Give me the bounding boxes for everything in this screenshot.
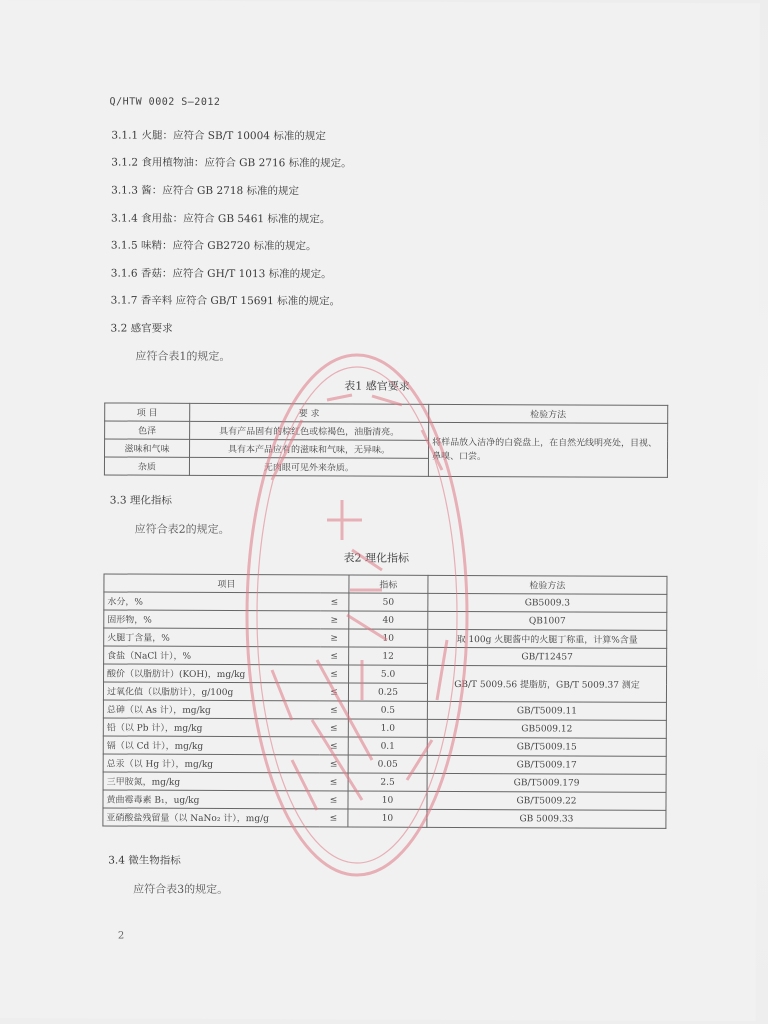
section-3-2-text: 应符合表1的规定。 xyxy=(135,349,231,364)
table-row xyxy=(103,808,666,828)
table-cell-item: 水分，% xyxy=(104,592,321,611)
table-cell-method: GB/T5009.15 xyxy=(427,737,666,756)
table-cell-item: 黄曲霉毒素 B₁，ug/kg xyxy=(103,790,320,809)
table-cell: 杂质 xyxy=(104,457,189,475)
table-cell-item: 铅（以 Pb 计），mg/kg xyxy=(103,718,320,737)
table-header-cell: 指标 xyxy=(349,575,428,593)
table-cell-value: 50 xyxy=(349,593,428,611)
table-cell-item: 酸价（以脂肪计）(KOH)，mg/kg xyxy=(104,664,321,683)
section-3-4-heading: 3.4 微生物指标 xyxy=(108,854,181,867)
table-cell-value: 10 xyxy=(348,791,427,809)
table-cell-operator: ≤ xyxy=(320,593,349,611)
req-3-1-1: 3.1.1 火腿：应符合 SB/T 10004 标准的规定 xyxy=(111,129,326,143)
table-cell-item: 过氧化值（以脂肪计），g/100g xyxy=(103,682,320,701)
table-cell-value: 10 xyxy=(348,809,427,827)
table-cell-value: 40 xyxy=(349,611,428,629)
table2-physicochemical xyxy=(102,573,667,828)
table-cell-method: GB/T5009.17 xyxy=(427,755,666,774)
table-cell: 具有本产品应有的滋味和气味，无异味。 xyxy=(190,439,429,458)
table1-caption: 表1 感官要求 xyxy=(344,379,410,393)
table-cell-method: GB/T5009.22 xyxy=(427,791,666,810)
table-cell-value: 0.05 xyxy=(348,755,427,773)
table-cell-operator: ≤ xyxy=(320,773,349,791)
table-cell: 色泽 xyxy=(105,421,190,439)
table-cell-value: 12 xyxy=(349,647,428,665)
table-cell-item: 火腿丁含量，% xyxy=(104,628,321,647)
section-3-2-heading: 3.2 感官要求 xyxy=(110,322,173,335)
table-header-cell: 检验方法 xyxy=(429,404,668,423)
table-cell: 具有产品固有的棕红色或棕褐色，油脂清亮。 xyxy=(190,421,429,440)
table-cell-method: GB/T 5009.56 提脂肪，GB/T 5009.37 测定 xyxy=(427,665,666,702)
table-cell-method: GB 5009.33 xyxy=(427,809,666,828)
table-cell-method: 取 100g 火腿酱中的火腿丁称重，计算%含量 xyxy=(428,629,667,648)
document-code: Q/HTW 0002 S—2012 xyxy=(109,96,221,108)
table-cell-value: 0.1 xyxy=(348,737,427,755)
section-3-3-heading: 3.3 理化指标 xyxy=(109,494,172,507)
table-cell-operator: ≤ xyxy=(319,791,348,809)
table-header-cell: 检验方法 xyxy=(428,575,667,594)
table-cell-method: GB5009.12 xyxy=(427,719,666,738)
table-cell-item: 三甲胺氮，mg/kg xyxy=(103,772,320,791)
table-cell-item: 镉（以 Cd 计），mg/kg xyxy=(103,736,320,755)
table-cell-method: GB/T5009.11 xyxy=(427,701,666,720)
req-3-1-3: 3.1.3 酱：应符合 GB 2718 标准的规定 xyxy=(111,184,300,198)
table-cell-item: 固形物，% xyxy=(104,610,321,629)
table2-caption: 表2 理化指标 xyxy=(343,551,410,565)
table-cell-item: 总砷（以 As 计），mg/kg xyxy=(103,700,320,719)
section-3-4-text: 应符合表3的规定。 xyxy=(133,882,229,897)
table1-sensory xyxy=(104,402,668,477)
table-cell-operator: ≤ xyxy=(320,665,349,683)
table-cell-operator: ≤ xyxy=(320,755,349,773)
table-cell-method: GB/T5009.179 xyxy=(427,773,666,792)
table-cell-operator: ≤ xyxy=(320,701,349,719)
table-header-cell: 项目 xyxy=(104,574,349,593)
section-3-3-text: 应符合表2的规定。 xyxy=(134,522,230,537)
table-cell-item: 亚硝酸盐残留量（以 NaNo₂ 计），mg/g xyxy=(103,808,320,827)
table-cell-value: 0.25 xyxy=(348,683,427,701)
page-number: 2 xyxy=(117,930,125,942)
table-cell-method: QB1007 xyxy=(428,611,667,630)
table-cell-item: 总汞（以 Hg 计），mg/kg xyxy=(103,754,320,773)
table-cell-operator: ≤ xyxy=(320,719,349,737)
table-cell-operator: ≥ xyxy=(320,611,349,629)
table-cell-operator: ≤ xyxy=(319,809,348,827)
table-header-cell: 要 求 xyxy=(190,403,429,422)
table-cell-method: GB/T12457 xyxy=(428,647,667,666)
table-cell-value: 2.5 xyxy=(348,773,427,791)
table-cell-value: 1.0 xyxy=(348,719,427,737)
req-3-1-2: 3.1.2 食用植物油：应符合 GB 2716 标准的规定。 xyxy=(111,156,352,170)
req-3-1-7: 3.1.7 香辛料 应符合 GB/T 15691 标准的规定。 xyxy=(110,294,341,308)
req-3-1-4: 3.1.4 食用盐：应符合 GB 5461 标准的规定。 xyxy=(111,212,331,226)
table-cell-item: 食盐（NaCl 计），% xyxy=(104,646,321,665)
table-cell-operator: ≤ xyxy=(320,683,349,701)
table-cell-value: 10 xyxy=(349,629,428,647)
table-cell-value: 0.5 xyxy=(348,701,427,719)
table-header-cell: 项 目 xyxy=(105,403,190,421)
req-3-1-6: 3.1.6 香菇：应符合 GH/T 1013 标准的规定。 xyxy=(110,267,332,281)
table-cell-operator: ≤ xyxy=(320,647,349,665)
table-cell-operator: ≥ xyxy=(320,629,349,647)
table-cell-operator: ≤ xyxy=(320,737,349,755)
req-3-1-5: 3.1.5 味精：应符合 GB2720 标准的规定。 xyxy=(110,239,317,253)
table-cell-method: GB5009.3 xyxy=(428,593,667,612)
table-cell: 无肉眼可见外来杂质。 xyxy=(189,457,428,476)
table-cell-value: 5.0 xyxy=(349,665,428,683)
table-cell: 滋味和气味 xyxy=(105,439,190,457)
table-cell-method: 将样品放入洁净的白瓷盘上，在自然光线明亮处，目视、鼻嗅、口尝。 xyxy=(428,422,667,477)
